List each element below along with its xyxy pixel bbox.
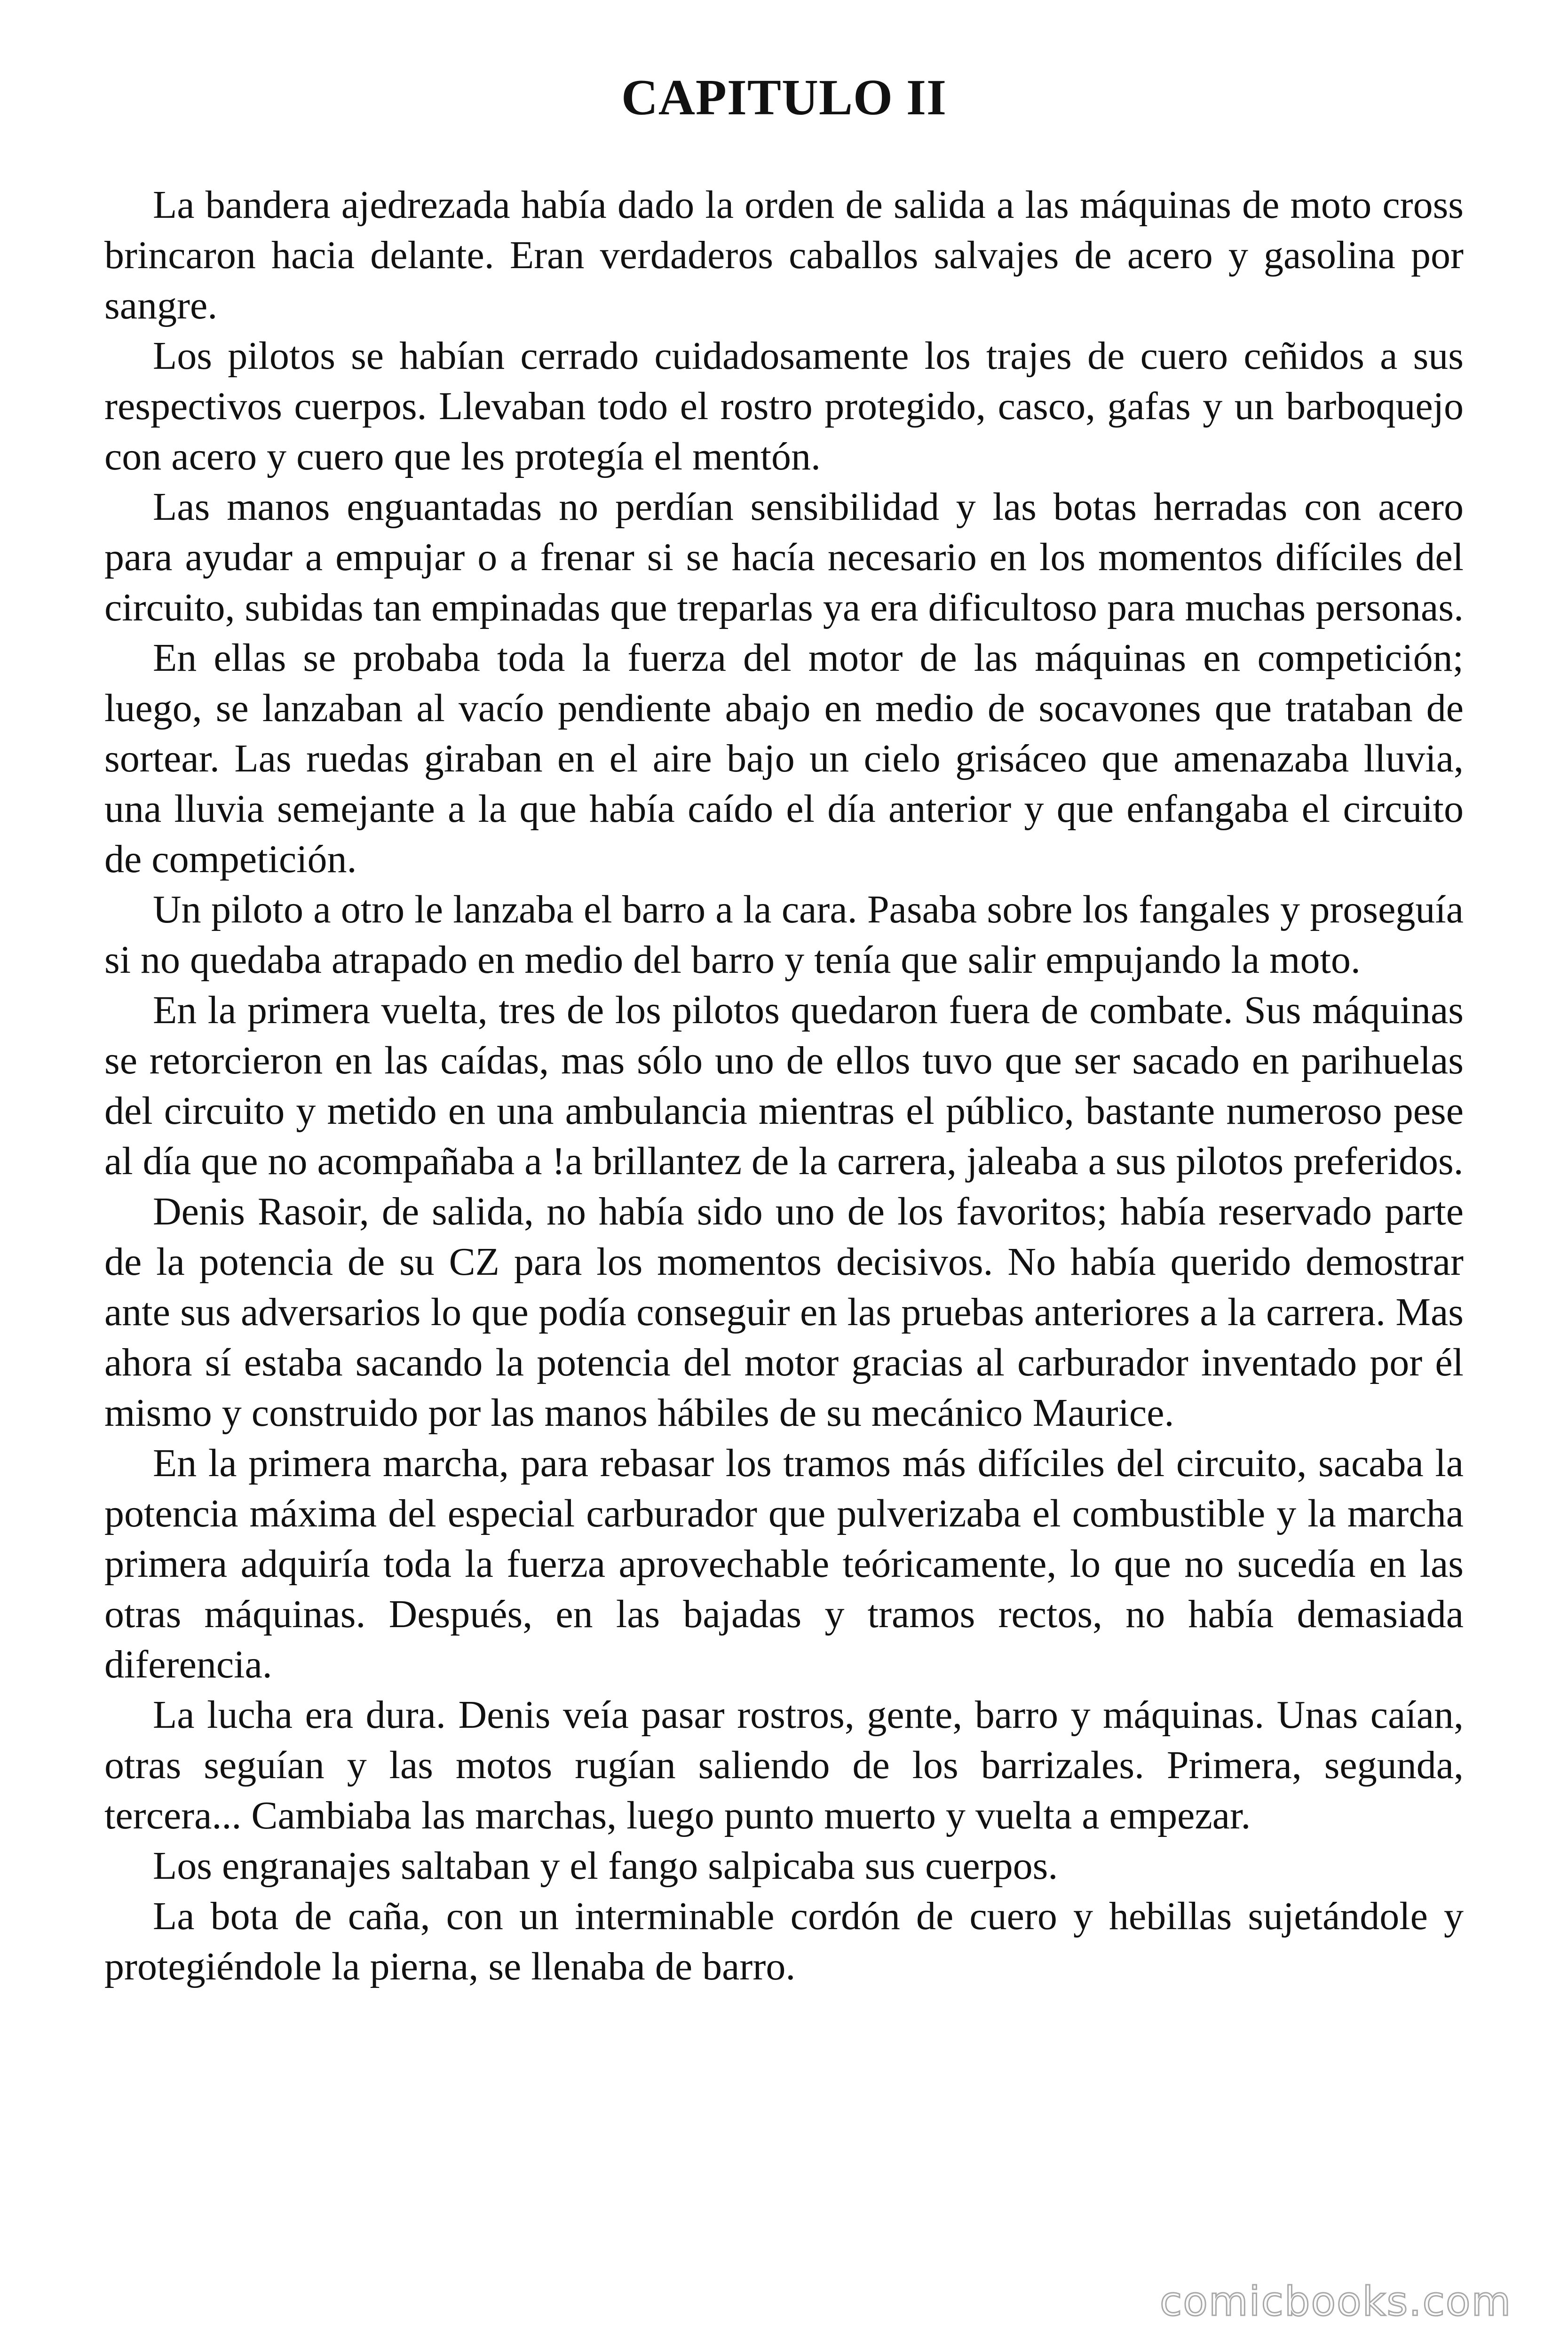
paragraph: Los engranajes saltaban y el fango salpicaba sus cuerpos.: [153, 1844, 1058, 1888]
paragraph: En la primera vuelta, tres de los pilotos quedaron fuera de combate. Sus máquinas se retorcieron en las caídas, mas sólo uno de ellos tuvo que ser sacado en parihuelas del circuito y metido en una ambulancia mientras el público, bastante numeroso pese al día que no acompañaba a !a brillantez de la carrera, jaleaba a sus pilotos preferidos.: [104, 988, 1464, 1183]
chapter-body: [104, 180, 1464, 1992]
paragraph: La bota de caña, con un interminable cordón de cuero y hebillas sujetándole y protegiéndole la pierna, se llenaba de barro.: [104, 1894, 1464, 1988]
watermark-logo: comicbooks.com: [1160, 2278, 1512, 2325]
paragraph: La lucha era dura. Denis veía pasar rostros, gente, barro y máquinas. Unas caían, otras seguían y las motos rugían saliendo de los barrizales. Primera, segunda, tercera... Cambiaba las marchas, luego punto muerto y vuelta a empezar.: [104, 1693, 1464, 1837]
paragraph: En la primera marcha, para rebasar los tramos más difíciles del circuito, sacaba la potencia máxima del especial carburador que pulverizaba el combustible y la marcha primera adquiría toda la fuerza aprovechable teóricamente, lo que no sucedía en las otras máquinas. Después, en las bajadas y tramos rectos, no había demasiada diferencia.: [104, 1441, 1464, 1686]
paragraph: En ellas se probaba toda la fuerza del motor de las máquinas en competición; luego, se lanzaban al vacío pendiente abajo en medio de socavones que trataban de sortear. Las ruedas giraban en el aire bajo un cielo grisáceo que amenazaba lluvia, una lluvia semejante a la que había caído el día anterior y que enfangaba el circuito de competición.: [104, 636, 1464, 881]
paragraph: Los pilotos se habían cerrado cuidadosamente los trajes de cuero ceñidos a sus respectivos cuerpos. Llevaban todo el rostro protegido, casco, gafas y un barboquejo con acero y cuero que les protegía el mentón.: [104, 334, 1464, 478]
paragraph: Un piloto a otro le lanzaba el barro a la cara. Pasaba sobre los fangales y proseguía si no quedaba atrapado en medio del barro y tenía que salir empujando la moto.: [104, 888, 1464, 982]
paragraph: Denis Rasoir, de salida, no había sido uno de los favoritos; había reservado parte de la potencia de su CZ para los momentos decisivos. No había querido demostrar ante sus adversarios lo que podía conseguir en las pruebas anteriores a la carrera. Mas ahora sí estaba sacando la potencia del motor gracias al carburador inventado por él mismo y construido por las manos hábiles de su mecánico Maurice.: [104, 1190, 1464, 1435]
chapter-title: CAPITULO II: [621, 70, 947, 126]
paragraph: La bandera ajedrezada había dado la orden de salida a las máquinas de moto cross brincaron hacia delante. Eran verdaderos caballos salvajes de acero y gasolina por sangre.: [104, 183, 1464, 327]
paragraph: Las manos enguantadas no perdían sensibilidad y las botas herradas con acero para ayudar a empujar o a frenar si se hacía necesario en los momentos difíciles del circuito, subidas tan empinadas que treparlas ya era dificultoso para muchas personas.: [104, 485, 1464, 629]
